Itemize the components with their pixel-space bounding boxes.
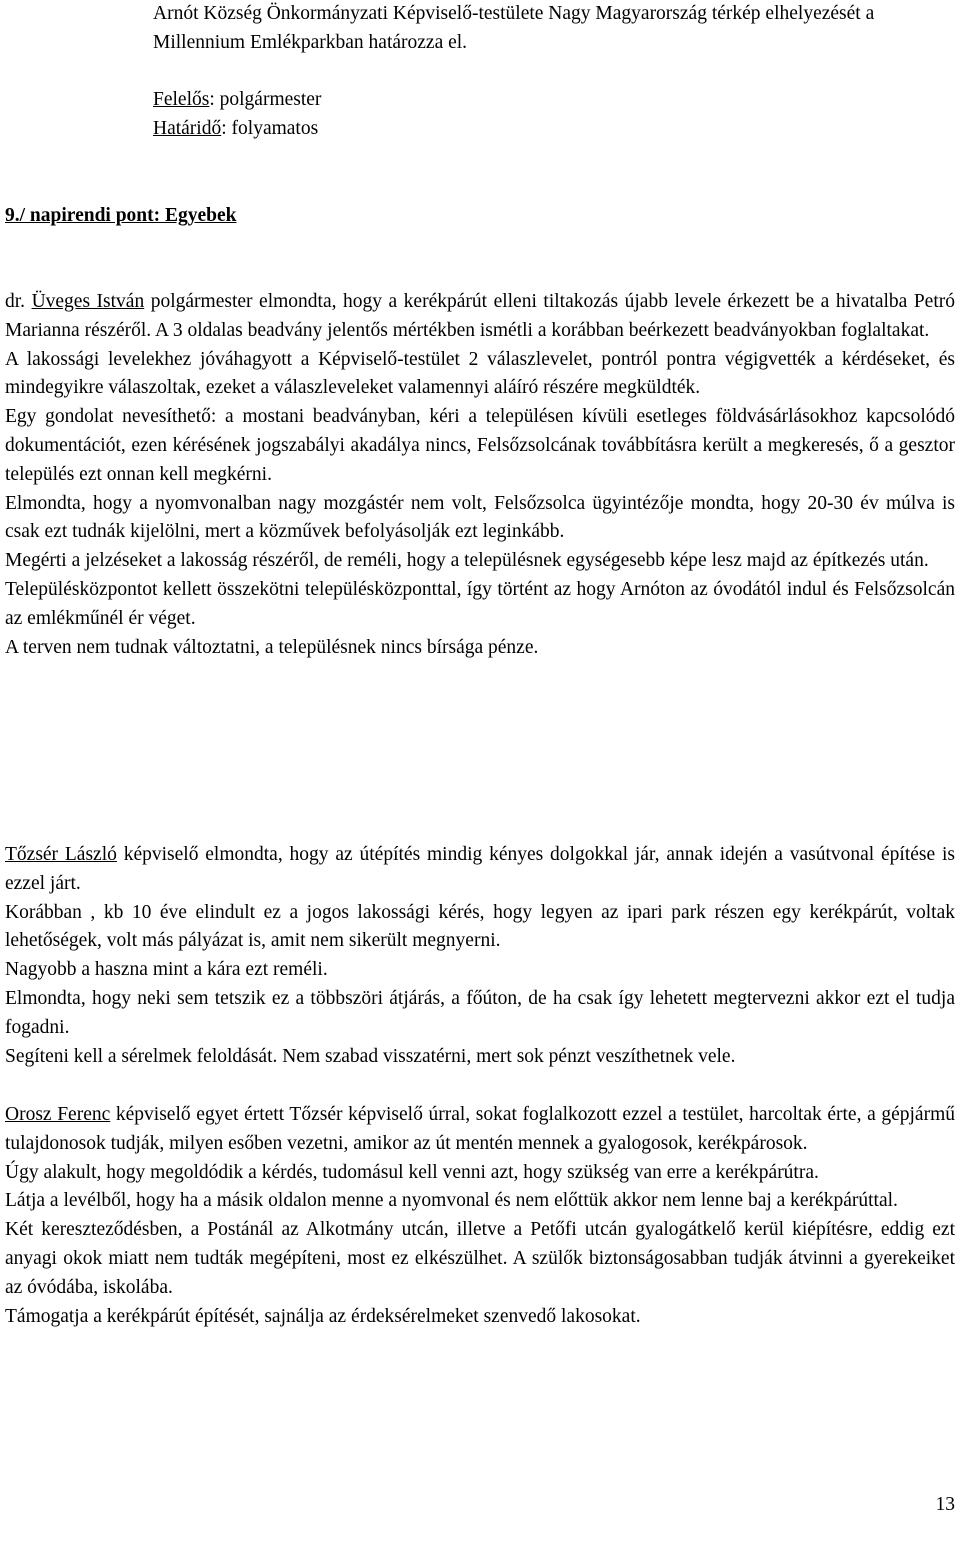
section-uveges: [5, 288, 955, 662]
paragraph: Orosz Ferenc képviselő egyet értett Tőzsér képviselő úrral, sokat foglalkozott ezzel a testület, harcoltak érte, a gépjármű tulajdonosok tudják, milyen esőben vezetni, amikor az út mentén mennek a gyalogosok, kerékpárosok.: [5, 1104, 955, 1154]
deadline-label: Határidő: [153, 118, 222, 140]
responsible-line: [153, 86, 955, 115]
paragraph: A terven nem tudnak változtatni, a településnek nincs bírsága pénze.: [5, 636, 539, 658]
responsible-value: : polgármester: [209, 89, 322, 111]
paragraph: Településközpontot kellett összekötni településközponttal, így történt az hogy Arnóton az óvodától indul és Felsőzsolcán az emlékműnél ér véget.: [5, 578, 955, 629]
paragraph: Két kereszteződésben, a Postánál az Alkotmány utcán, illetve a Petőfi utcán gyalogátkelő kerül kiépítésre, eddig ezt anyagi okok miatt nem tudták megépíteni, most ez elkészülhet. A szülők biztonságosabban tudják átvinni a gyerekeiket az óvódába, iskolába.: [5, 1219, 955, 1298]
paragraph: dr. Üveges István polgármester elmondta, hogy a kerékpárút elleni tiltakozás újabb levele érkezett be a hivatalba Petró Marianna részéről. A 3 oldalas beadvány jelentős mértékben ismétli a korábban beérkezett beadványokban foglaltakat.: [5, 291, 955, 341]
agenda-heading-block: [5, 202, 955, 231]
deadline-line: [153, 115, 955, 144]
speaker-name: Orosz Ferenc: [5, 1104, 111, 1125]
responsible-label: Felelős: [153, 89, 210, 111]
paragraph: A lakossági levelekhez jóváhagyott a Képviselő-testület 2 válaszlevelet, pontról pontra végigvették a kérdéseket, és mindegyikre válaszoltak, ezeket a válaszleveleket valamennyi aláíró részére megküldték.: [5, 348, 955, 399]
paragraph: Megérti a jelzéseket a lakosság részéről, de reméli, hogy a településnek egységesebb képe lesz majd az építkezés után.: [5, 550, 929, 572]
resolution-text: Arnót Község Önkormányzati Képviselő-testülete Nagy Magyarország térkép elhelyezését a Millennium Emlékparkban határozza el.: [153, 3, 875, 53]
paragraph: Tőzsér László képviselő elmondta, hogy az útépítés mindig kényes dolgokkal jár, annak idején a vasútvonal építése is ezzel járt.: [5, 844, 955, 894]
paragraph: Látja a levélből, hogy ha a másik oldalon menne a nyomvonal és nem előttük akkor nem lenne baj a kerékpárúttal.: [5, 1190, 898, 1212]
speaker-name: Üveges István: [31, 291, 145, 312]
paragraph: Elmondta, hogy a nyomvonalban nagy mozgástér nem volt, Felsőzsolca ügyintézője mondta, hogy 20-30 év múlva is csak ezt tudnák kijelölni, mert a közművek befolyásolják ezt leginkább.: [5, 492, 955, 543]
paragraph: Támogatja a kerékpárút építését, sajnálja az érdeksérelmeket szenvedő lakosokat.: [5, 1305, 641, 1327]
paragraph: Úgy alakult, hogy megoldódik a kérdés, tudomásul kell venni azt, hogy szükség van erre a kerékpárútra.: [5, 1161, 819, 1183]
speaker-name: Tőzsér László: [5, 844, 117, 865]
paragraph: Egy gondolat nevesíthető: a mostani beadványban, kéri a településen kívüli esetleges földvásárlásokhoz kapcsolódó dokumentációt, ezen kérésének jogszabályi akadálya nincs, Felsőzsolcának továbbításra került a megkeresés, ő a gesztor település ezt onnan kell megkérni.: [5, 406, 955, 485]
resolution-block: [153, 0, 955, 144]
agenda-heading: 9./ napirendi pont: Egyebek: [5, 205, 237, 226]
paragraph: Nagyobb a haszna mint a kára ezt reméli.: [5, 959, 328, 981]
speaker-prefix: dr.: [5, 291, 32, 312]
section-tozser: [5, 841, 955, 1071]
section-orosz: [5, 1101, 955, 1331]
paragraph: Korábban , kb 10 éve elindult ez a jogos lakossági kérés, hogy legyen az ipari park részen egy kerékpárút, voltak lehetőségek, volt más pályázat is, amit nem sikerült megnyerni.: [5, 901, 955, 952]
deadline-value: : folyamatos: [221, 118, 319, 140]
paragraph: Elmondta, hogy neki sem tetszik ez a többszöri átjárás, a főúton, de ha csak így lehetett megtervezni akkor ezt el tudja fogadni.: [5, 987, 955, 1038]
paragraph: Segíteni kell a sérelmek feloldását. Nem szabad visszatérni, mert sok pénzt veszíthetnek vele.: [5, 1045, 736, 1067]
page-number: 13: [935, 1494, 955, 1515]
